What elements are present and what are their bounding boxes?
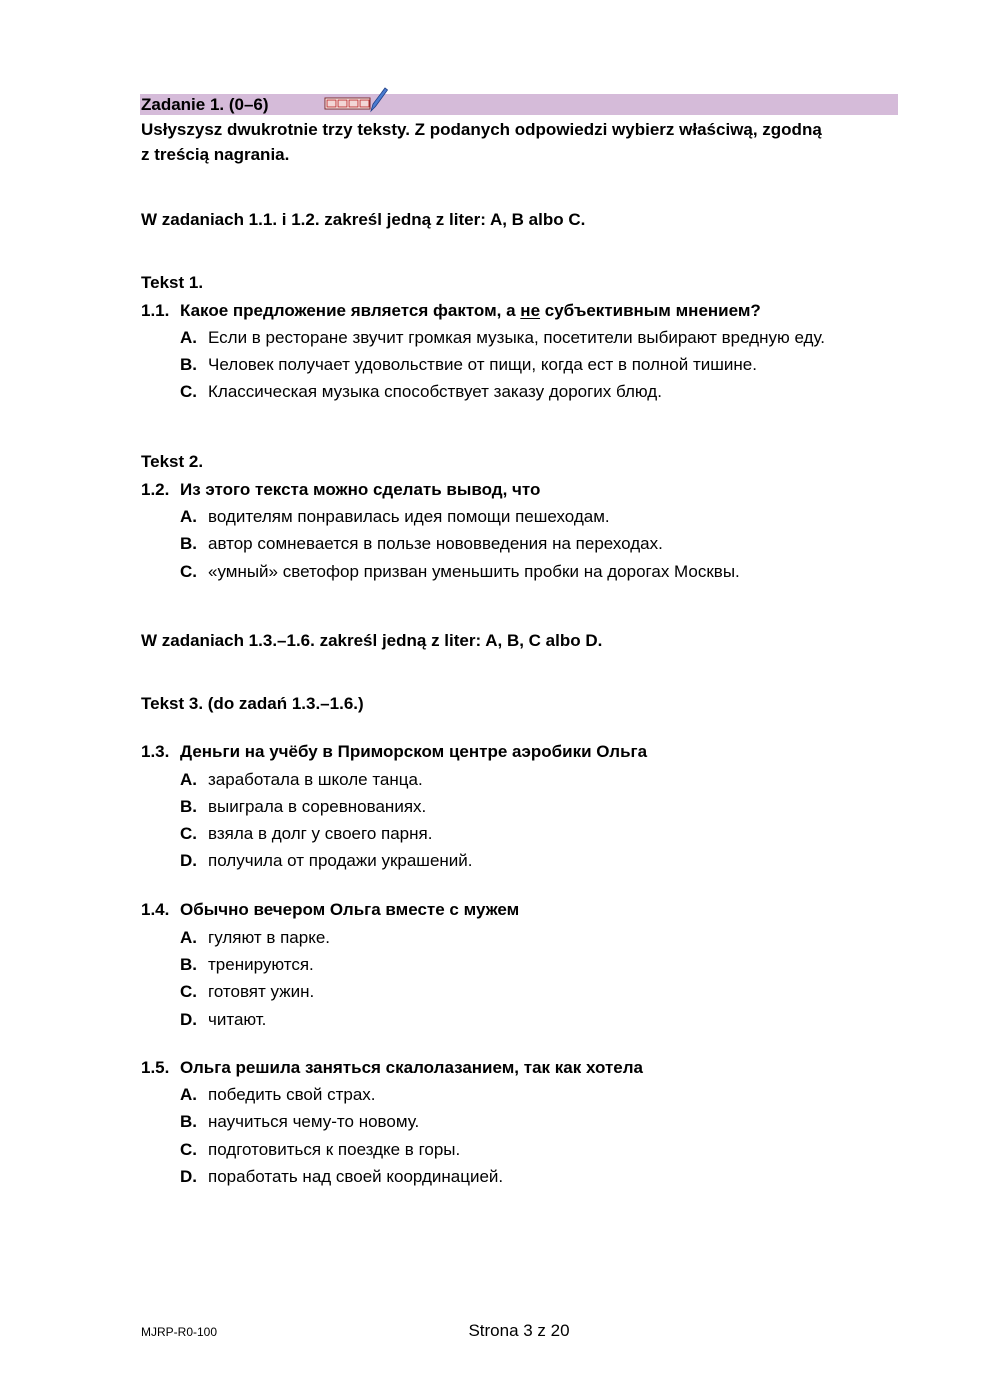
question-1-4 bbox=[141, 900, 519, 920]
option-letter: B. bbox=[180, 955, 197, 974]
option-letter: A. bbox=[180, 1085, 197, 1104]
option-text: заработала в школе танца. bbox=[208, 770, 423, 789]
answer-box bbox=[360, 100, 369, 107]
stem-underlined-word: не bbox=[520, 301, 541, 320]
option-1-2-b bbox=[180, 534, 663, 554]
question-1-5 bbox=[141, 1058, 643, 1078]
option-text: подготовиться к поездке в горы. bbox=[208, 1140, 461, 1159]
question-stem: Из этого текста можно сделать вывод, что bbox=[180, 480, 541, 499]
option-text: Классическая музыка способствует заказу дорогих блюд. bbox=[208, 382, 662, 401]
task-title: Zadanie 1. (0–6) bbox=[141, 95, 269, 114]
answer-boxes-pen-icon bbox=[323, 86, 389, 116]
option-1-3-b bbox=[180, 797, 426, 817]
option-letter: C. bbox=[180, 824, 197, 843]
option-text: Если в ресторане звучит громкая музыка, посетители выбирают вредную еду. bbox=[208, 328, 825, 347]
question-number: 1.1. bbox=[141, 301, 170, 320]
option-1-1-b bbox=[180, 355, 757, 375]
instruction-line-2: z treścią nagrania. bbox=[141, 145, 290, 164]
text-label-2: Tekst 2. bbox=[141, 452, 204, 471]
page-number: Strona 3 z 20 bbox=[468, 1321, 570, 1340]
text-label-1: Tekst 1. bbox=[141, 273, 204, 292]
question-stem: Ольга решила заняться скалолазанием, так как хотела bbox=[180, 1058, 643, 1077]
document-code: MJRP-R0-100 bbox=[141, 1325, 218, 1339]
option-text: автор сомневается в пользе нововведения на переходах. bbox=[208, 534, 663, 553]
option-1-3-a bbox=[180, 770, 423, 790]
option-1-4-b bbox=[180, 955, 314, 975]
question-number: 1.3. bbox=[141, 742, 170, 761]
option-letter: C. bbox=[180, 562, 197, 581]
option-text: водителям понравилась идея помощи пешеходам. bbox=[208, 507, 610, 526]
question-1-3 bbox=[141, 742, 647, 762]
option-text: получила от продажи украшений. bbox=[208, 851, 473, 870]
question-stem: Обычно вечером Ольга вместе с мужем bbox=[180, 900, 520, 919]
question-1-2 bbox=[141, 480, 540, 500]
option-1-4-a bbox=[180, 928, 330, 948]
option-text: взяла в долг у своего парня. bbox=[208, 824, 433, 843]
option-letter: C. bbox=[180, 382, 197, 401]
option-letter: D. bbox=[180, 1167, 197, 1186]
option-text: гуляют в парке. bbox=[208, 928, 331, 947]
stem-text-after: субъективным мнением? bbox=[540, 301, 761, 320]
option-text: поработать над своей координацией. bbox=[208, 1167, 504, 1186]
option-1-5-d bbox=[180, 1167, 503, 1187]
option-1-4-c bbox=[180, 982, 314, 1002]
pen-shape bbox=[371, 88, 388, 111]
option-letter: D. bbox=[180, 1010, 197, 1029]
option-letter: D. bbox=[180, 851, 197, 870]
option-text: научиться чему-то новому. bbox=[208, 1112, 420, 1131]
option-1-1-a bbox=[180, 328, 825, 348]
option-1-1-c bbox=[180, 382, 662, 402]
option-text: готовят ужин. bbox=[208, 982, 315, 1001]
answer-box bbox=[349, 100, 358, 107]
option-1-2-c bbox=[180, 562, 740, 582]
option-1-5-a bbox=[180, 1085, 376, 1105]
option-1-3-c bbox=[180, 824, 432, 844]
question-number: 1.5. bbox=[141, 1058, 170, 1077]
option-letter: C. bbox=[180, 1140, 197, 1159]
option-letter: B. bbox=[180, 797, 197, 816]
question-1-1 bbox=[141, 301, 761, 321]
answer-box bbox=[338, 100, 347, 107]
option-letter: A. bbox=[180, 928, 197, 947]
option-letter: B. bbox=[180, 534, 197, 553]
option-letter: A. bbox=[180, 770, 197, 789]
instruction-line-1: Usłyszysz dwukrotnie trzy teksty. Z podanych odpowiedzi wybierz właściwą, zgodną bbox=[141, 120, 822, 139]
text-label-3: Tekst 3. (do zadań 1.3.–1.6.) bbox=[141, 694, 364, 713]
option-text: читают. bbox=[208, 1010, 267, 1029]
option-text: Человек получает удовольствие от пищи, когда ест в полной тишине. bbox=[208, 355, 757, 374]
directive-1-3-1-6: W zadaniach 1.3.–1.6. zakreśl jedną z liter: A, B, C albo D. bbox=[141, 631, 603, 650]
question-stem: Деньги на учёбу в Приморском центре аэробики Ольга bbox=[180, 742, 648, 761]
option-1-3-d bbox=[180, 851, 473, 871]
option-letter: A. bbox=[180, 328, 197, 347]
option-letter: B. bbox=[180, 355, 197, 374]
option-1-5-b bbox=[180, 1112, 419, 1132]
question-stem bbox=[180, 301, 761, 320]
option-text: победить свой страх. bbox=[208, 1085, 376, 1104]
option-letter: A. bbox=[180, 507, 197, 526]
question-number: 1.2. bbox=[141, 480, 170, 499]
option-text: «умный» светофор призван уменьшить пробки на дорогах Москвы. bbox=[208, 562, 740, 581]
option-1-5-c bbox=[180, 1140, 460, 1160]
task-header-bar bbox=[140, 94, 898, 115]
stem-text-before: Какое предложение является фактом, а bbox=[180, 301, 521, 320]
option-letter: C. bbox=[180, 982, 197, 1001]
directive-1-1-1-2: W zadaniach 1.1. i 1.2. zakreśl jedną z liter: A, B albo C. bbox=[141, 210, 586, 229]
option-1-2-a bbox=[180, 507, 610, 527]
option-text: тренируются. bbox=[208, 955, 314, 974]
option-1-4-d bbox=[180, 1010, 266, 1030]
question-number: 1.4. bbox=[141, 900, 170, 919]
option-text: выиграла в соревнованиях. bbox=[208, 797, 427, 816]
answer-box bbox=[327, 100, 336, 107]
option-letter: B. bbox=[180, 1112, 197, 1131]
